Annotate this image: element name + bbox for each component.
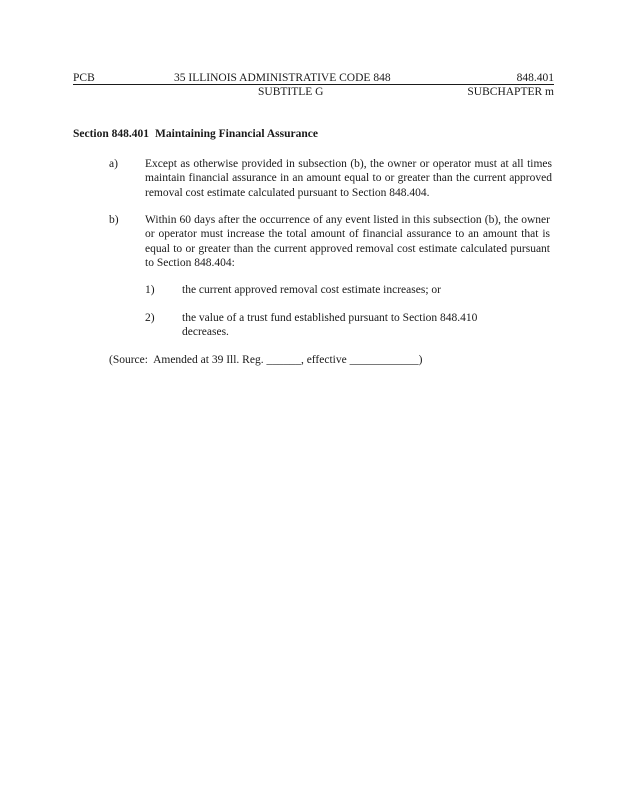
header-code-title: 35 ILLINOIS ADMINISTRATIVE CODE 848: [174, 72, 391, 84]
subsection-b-label: b): [109, 214, 119, 226]
subsection-a-text: Except as otherwise provided in subsection (b), the owner or operator must at all times maintain financial assurance in an amount equal to or greater than the current approved removal cost estimate calculated pursuant to Section 848.404.: [145, 158, 552, 199]
header-section-number: 848.401: [516, 72, 554, 84]
source-note: (Source: Amended at 39 Ill. Reg. ______, effective ____________): [109, 354, 423, 366]
header-subtitle: SUBTITLE G: [258, 86, 324, 98]
section-title: [73, 128, 318, 140]
item-1-label: 1): [145, 284, 155, 296]
header-agency: PCB: [73, 72, 95, 84]
section-heading: Maintaining Financial Assurance: [155, 128, 318, 140]
item-1-text: the current approved removal cost estimate increases; or: [182, 284, 441, 296]
subsection-b-text: Within 60 days after the occurrence of any event listed in this subsection (b), the owner or operator must increase the total amount of financial assurance to an amount that is equal to or greater than the current approved removal cost estimate calculated pursuant to Section 848.404:: [145, 214, 550, 269]
subsection-a-label: a): [109, 158, 118, 170]
section-number: Section 848.401: [73, 128, 150, 140]
item-2-label: 2): [145, 312, 155, 324]
item-2-text: the value of a trust fund established pursuant to Section 848.410 decreases.: [182, 312, 478, 339]
header-rule: [73, 84, 554, 85]
header-subchapter: SUBCHAPTER m: [467, 86, 554, 98]
